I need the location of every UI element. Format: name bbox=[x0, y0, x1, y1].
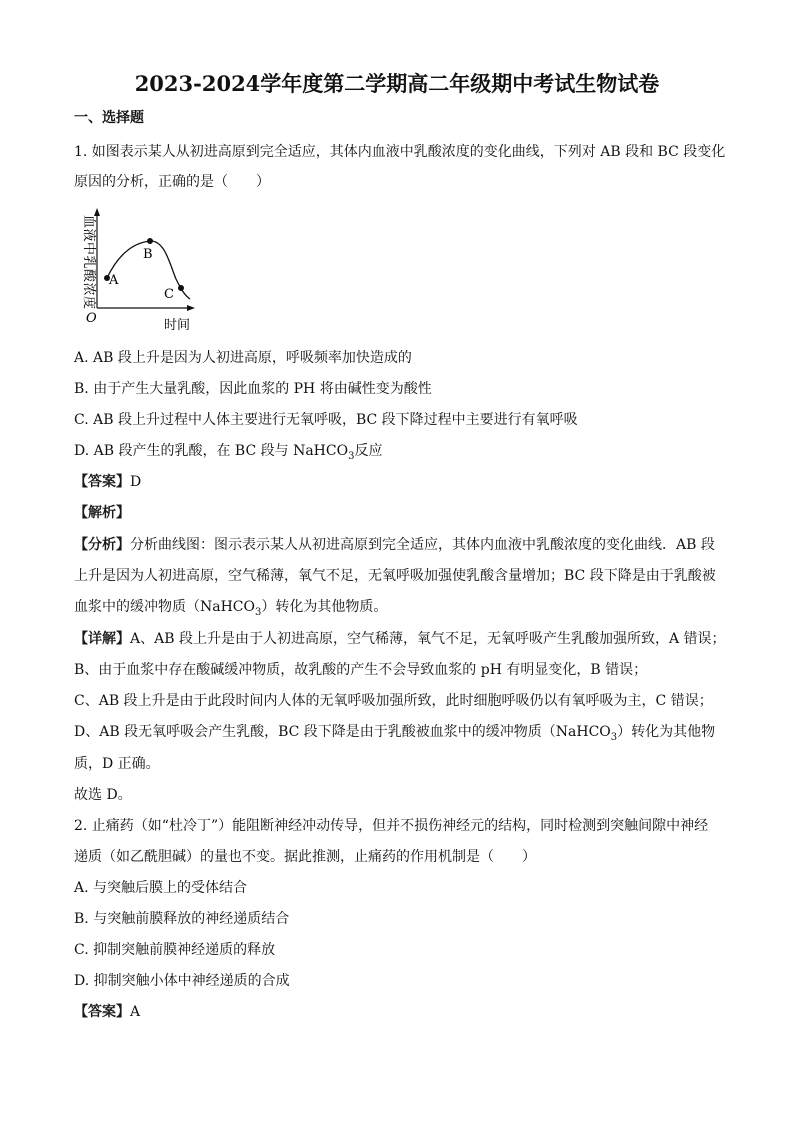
x-axis-arrow bbox=[187, 305, 195, 311]
q1-xj-line4: D、AB 段无氧呼吸会产生乳酸，BC 段下降是由于乳酸被血浆中的缓冲物质（NaHCO$_3$）转化为其他物 bbox=[74, 724, 716, 743]
q2-option-d[interactable]: D. 抑制突触小体中神经递质的合成 bbox=[74, 973, 290, 989]
page-title: 2023-2024学年度第二学期高二年级期中考试生物试卷 bbox=[134, 71, 660, 96]
q2-option-c[interactable]: C. 抑制突触前膜神经递质的释放 bbox=[74, 942, 276, 958]
q2-answer bbox=[74, 1002, 140, 1022]
answer-tag: 【答案】 bbox=[74, 1004, 130, 1020]
q1-stem-line1: 1. 如图表示某人从初进高原到完全适应，其体内血液中乳酸浓度的变化曲线，下列对 AB 段和 BC 段变化 bbox=[74, 144, 726, 160]
q2-stem-line2: 递质（如乙酰胆碱）的量也不变。据此推测，止痛药的作用机制是（ ） bbox=[74, 849, 536, 865]
section-heading: 一、选择题 bbox=[74, 110, 144, 126]
q1-option-a[interactable]: A. AB 段上升是因为人初进高原，呼吸频率加快造成的 bbox=[74, 350, 412, 366]
q1-xj-line1: 【详解】A、AB 段上升是由于人初进高原，空气稀薄，氧气不足，无氧呼吸产生乳酸加强所致，A 错误； bbox=[74, 631, 726, 647]
answer-value: D bbox=[130, 474, 142, 490]
q1-xj-line2: B、由于血浆中存在酸碱缓冲物质，故乳酸的产生不会导致血浆的 pH 有明显变化，B 错误； bbox=[74, 662, 648, 678]
y-axis-label: 血液中乳酸浓度 bbox=[81, 215, 96, 310]
x-axis-label: 时间 bbox=[164, 318, 191, 333]
point-c-dot bbox=[178, 285, 184, 291]
point-c-label: C bbox=[164, 287, 174, 302]
q2-option-a[interactable]: A. 与突触后膜上的受体结合 bbox=[74, 880, 248, 896]
q1-option-b[interactable]: B. 由于产生大量乳酸，因此血浆的 PH 将由碱性变为酸性 bbox=[74, 381, 432, 397]
q1-xj-line5: 质，D 正确。 bbox=[74, 756, 160, 772]
q1-answer bbox=[74, 472, 141, 492]
q1-stem-line2: 原因的分析，正确的是（ ） bbox=[74, 174, 270, 190]
q1-option-d[interactable]: D. AB 段产生的乳酸，在 BC 段与 NaHCO$_3$反应 bbox=[74, 443, 383, 462]
q1-option-c[interactable]: C. AB 段上升过程中人体主要进行无氧呼吸，BC 段下降过程中主要进行有氧呼吸 bbox=[74, 412, 578, 428]
point-a-label: A bbox=[109, 273, 119, 288]
point-b-label: B bbox=[143, 247, 153, 262]
point-b-dot bbox=[147, 238, 153, 244]
answer-tag: 【答案】 bbox=[74, 474, 130, 490]
q1-fx-line1: 【分析】分析曲线图：图示表示某人从初进高原到完全适应，其体内血液中乳酸浓度的变化曲线．AB 段 bbox=[74, 537, 715, 553]
q2-stem-line1: 2. 止痛药（如“杜冷丁”）能阻断神经冲动传导，但并不损伤神经元的结构，同时检测到突触间隙中神经 bbox=[74, 818, 709, 834]
q1-analysis-heading: 【解析】 bbox=[74, 505, 130, 521]
q1-conclusion: 故选 D。 bbox=[74, 787, 132, 803]
q1-xj-line3: C、AB 段上升是由于此段时间内人体的无氧呼吸加强所致，此时细胞呼吸仍以有氧呼吸为主，C 错误； bbox=[74, 693, 713, 709]
origin-label: O bbox=[86, 311, 97, 326]
q1-fx-line2: 上升是因为人初进高原，空气稀薄，氧气不足，无氧呼吸加强使乳酸含量增加；BC 段下降是由于乳酸被 bbox=[74, 568, 716, 584]
lactate-curve-graph bbox=[70, 205, 200, 335]
answer-value: A bbox=[130, 1004, 141, 1020]
q1-fx-line3: 血浆中的缓冲物质（NaHCO$_3$）转化为其他物质。 bbox=[74, 599, 388, 618]
q2-option-b[interactable]: B. 与突触前膜释放的神经递质结合 bbox=[74, 911, 290, 927]
